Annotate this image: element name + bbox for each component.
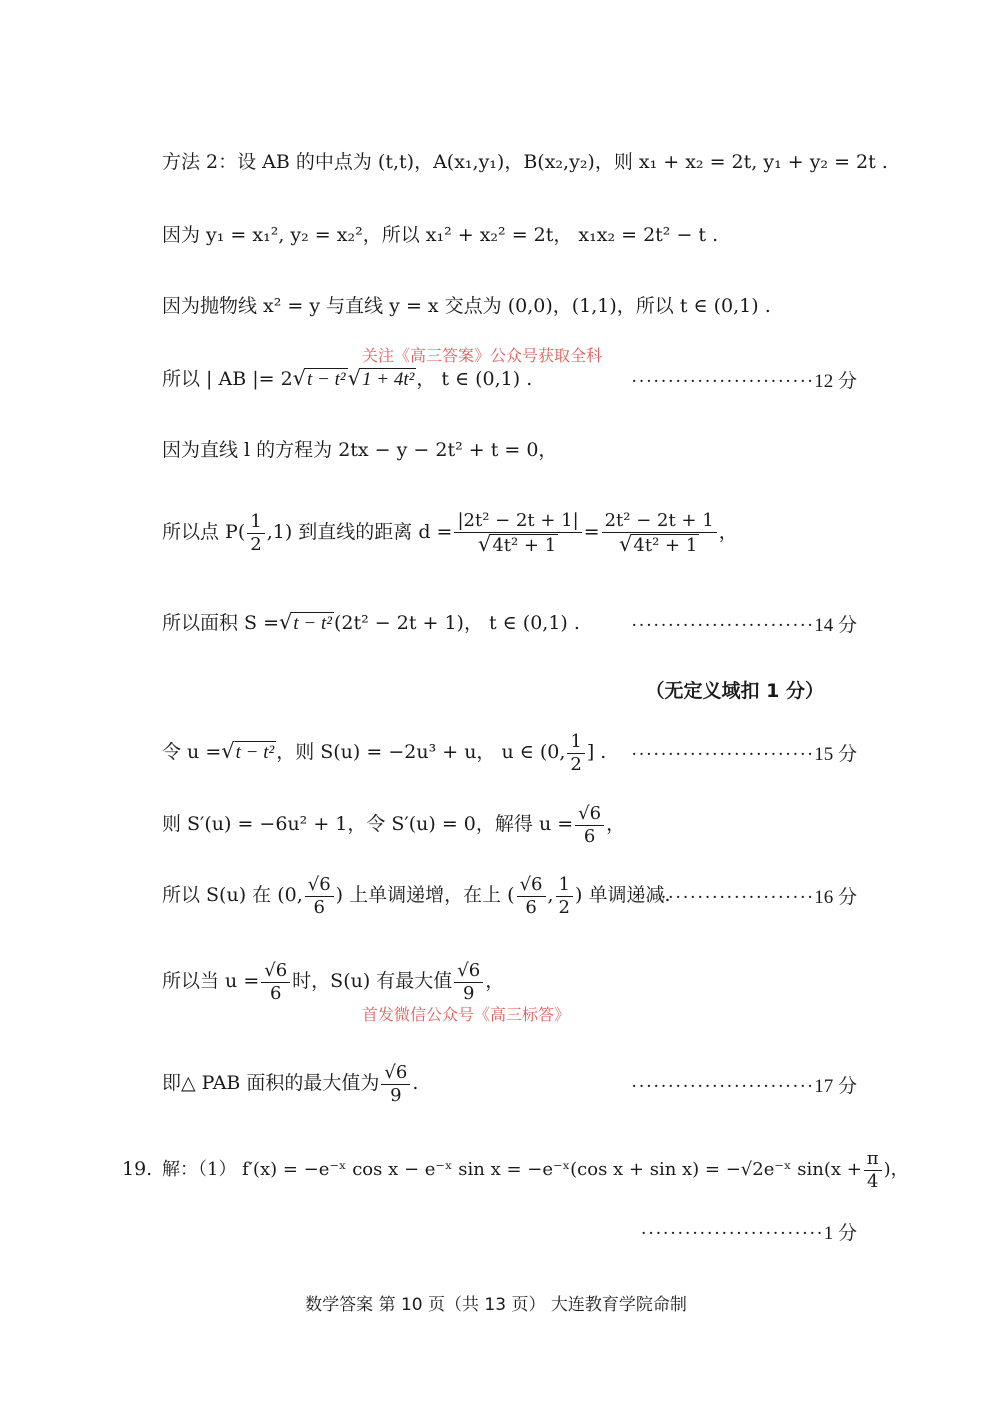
line-l-text: 因为直线 l 的方程为 2tx − y − 2t² + t = 0， [162, 439, 558, 461]
score-1-label: 1 分 [823, 1223, 857, 1244]
max-value-suffix: ， [485, 970, 505, 992]
fraction [556, 874, 573, 919]
fraction-numerator: √6 [261, 960, 290, 983]
score-leader: ························· [631, 615, 815, 636]
derivative-prefix: 则 S′(u) = −6u² + 1，令 S′(u) = 0，解得 u = [162, 813, 574, 835]
max-area-suffix: . [412, 1072, 419, 1094]
fraction-numerator: √6 [517, 874, 546, 897]
fraction [575, 803, 604, 848]
ab-radicand-2: 1 + 4t² [362, 369, 415, 390]
fraction-numerator: π [864, 1148, 882, 1171]
substitution-suffix: ] . [586, 741, 607, 763]
max-value-mid: 时，S(u) 有最大值 [292, 970, 453, 992]
substitution-prefix: 令 u = [162, 741, 222, 763]
fraction-denominator [475, 533, 561, 557]
fraction-numerator: 1 [567, 731, 584, 754]
score-16 [660, 882, 857, 909]
fraction-denominator: 2 [250, 533, 262, 555]
score-15 [631, 739, 857, 766]
parabola-line [162, 292, 862, 320]
question-19-derivative: 解：（1） f′(x) = −e⁻ˣ cos x − e⁻ˣ sin x = −e⁻ˣ(cos x + sin x) = −√2e⁻ˣ sin(x + [162, 1159, 862, 1180]
ab-length-prefix: 所以 | AB |= 2 [162, 368, 293, 390]
fraction [517, 874, 546, 919]
distance-fraction-2 [602, 510, 717, 557]
parabola-text: 因为抛物线 x² = y 与直线 y = x 交点为 (0,0)，(1,1)，所以 t ∈ (0,1) . [162, 295, 771, 317]
fraction [454, 960, 483, 1005]
fraction-denominator: 6 [583, 825, 596, 847]
score-leader: ························· [631, 1076, 815, 1097]
score-12-label: 12 分 [814, 371, 857, 392]
fraction-numerator: 1 [556, 874, 573, 897]
score-15-label: 15 分 [814, 744, 857, 765]
score-1 [641, 1218, 857, 1245]
monotonic-prefix: 所以 S(u) 在 (0, [162, 884, 303, 906]
max-area-prefix: 即△ PAB 面积的最大值为 [162, 1072, 380, 1094]
question-19-line [162, 1145, 909, 1195]
fraction-denominator: 6 [525, 896, 537, 918]
distance-mid: ,1) 到直线的距离 d = [266, 521, 453, 543]
score-14-label: 14 分 [814, 615, 857, 636]
fraction-numerator: √6 [305, 874, 334, 897]
fraction-numerator: 2t² − 2t + 1 [602, 510, 717, 533]
radicand: 4t² + 1 [633, 534, 698, 556]
sqrt-icon: √ [221, 739, 235, 763]
score-leader: ····················· [660, 887, 815, 908]
area-prefix: 所以面积 S = [162, 612, 280, 634]
radicand: 4t² + 1 [492, 534, 557, 556]
question-19-suffix: )， [883, 1159, 909, 1180]
fraction-denominator: 2 [558, 896, 570, 918]
question-19-number: 19. [122, 1158, 153, 1180]
fraction [247, 511, 264, 556]
sqrt-icon: √ [477, 531, 492, 556]
fraction-numerator: |2t² − 2t + 1| [454, 510, 581, 533]
ab-radicand-1: t − t² [307, 369, 346, 390]
equation-line-2 [162, 221, 862, 249]
distance-fraction-1 [454, 510, 581, 557]
monotonic-suffix: ) 单调递减. [575, 884, 671, 906]
fraction [381, 1062, 410, 1107]
score-12 [631, 366, 857, 393]
score-17 [631, 1071, 857, 1098]
max-value-line [162, 956, 862, 1006]
fraction [261, 960, 290, 1005]
watermark-top: 关注《高三答案》公众号获取全科 [362, 346, 603, 365]
area-suffix: (2t² − 2t + 1)， t ∈ (0,1) . [333, 612, 580, 634]
score-17-label: 17 分 [814, 1076, 857, 1097]
fraction-denominator: 4 [866, 1170, 879, 1192]
sqrt-icon: √ [619, 531, 633, 556]
fraction-denominator: 6 [313, 896, 325, 918]
comma: , [547, 884, 554, 906]
score-leader: ························· [640, 1223, 824, 1244]
fraction-numerator: √6 [575, 803, 604, 826]
score-leader: ························· [631, 744, 815, 765]
distance-prefix: 所以点 P( [162, 521, 246, 543]
method-2-line [162, 148, 888, 176]
fraction-denominator [616, 533, 702, 557]
sqrt-icon: √ [279, 610, 293, 634]
fraction-denominator: 9 [390, 1084, 402, 1106]
line-l-equation [162, 436, 862, 464]
ab-length-suffix: ， t ∈ (0,1) . [416, 368, 533, 390]
page-footer: 数学答案 第 10 页（共 13 页） 大连教育学院命制 [305, 1295, 687, 1315]
max-value-prefix: 所以当 u = [162, 970, 260, 992]
fraction-numerator: √6 [454, 960, 483, 983]
domain-deduction-note: （无定义域扣 1 分） [645, 680, 824, 702]
fraction [305, 874, 334, 919]
fraction-denominator: 9 [463, 982, 475, 1004]
derivative-suffix: ， [606, 813, 626, 835]
monotonic-mid: ) 上单调递增，在上 ( [335, 884, 515, 906]
substitution-radicand: t − t² [235, 742, 275, 763]
method-2-text: 方法 2：设 AB 的中点为 (t,t)，A(x₁,y₁)，B(x₂,y₂)，则 x₁ + x₂ = 2t, y₁ + y₂ = 2t . [162, 151, 888, 173]
distance-line [162, 506, 862, 558]
substitution-mid: ，则 S(u) = −2u³ + u， u ∈ (0, [276, 741, 566, 763]
sqrt-icon: √ [347, 366, 362, 390]
fraction-numerator: √6 [381, 1062, 410, 1085]
derivative-line [162, 799, 862, 849]
fraction [864, 1148, 882, 1193]
score-14 [631, 610, 857, 637]
equals-sign: = [583, 521, 600, 543]
area-radicand: t − t² [293, 613, 332, 634]
fraction [567, 731, 584, 776]
fraction-numerator: 1 [247, 511, 264, 534]
equation-text-2: 因为 y₁ = x₁², y₂ = x₂²，所以 x₁² + x₂² = 2t， x₁x₂ = 2t² − t . [162, 224, 719, 246]
score-16-label: 16 分 [814, 887, 857, 908]
sqrt-icon: √ [292, 366, 307, 390]
distance-suffix: ， [718, 521, 738, 543]
fraction-denominator: 6 [269, 982, 282, 1004]
watermark-bottom: 首发微信公众号《高三标答》 [362, 1005, 571, 1024]
score-leader: ························· [631, 371, 815, 392]
fraction-denominator: 2 [570, 753, 582, 775]
